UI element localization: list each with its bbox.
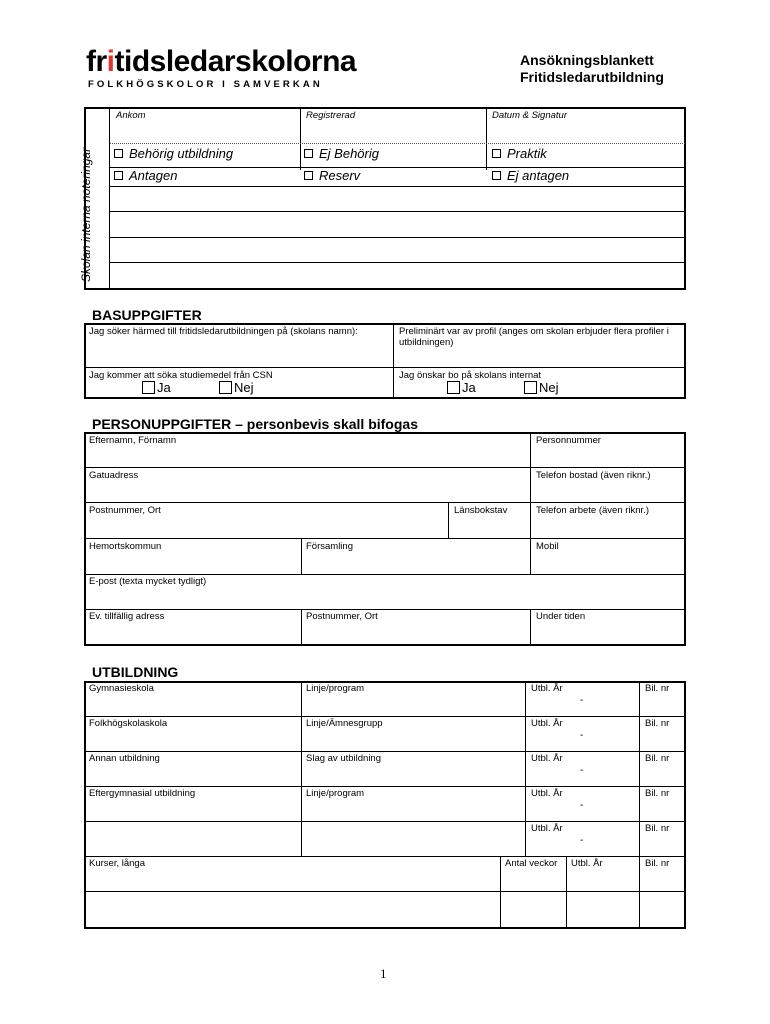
csn-ja-checkbox[interactable] xyxy=(142,380,171,395)
telefon-arbete-field[interactable]: Telefon arbete (även riknr.) xyxy=(536,505,650,516)
bil-nr-field[interactable]: Bil. nr xyxy=(645,858,670,869)
year-separator: - xyxy=(580,695,584,706)
internat-label: Jag önskar bo på skolans internat xyxy=(399,370,542,381)
utbl-ar-field[interactable]: Utbl. År xyxy=(531,753,563,764)
checkbox-icon xyxy=(304,171,313,180)
logo-text-a: fr xyxy=(86,45,107,78)
internal-notes-side-label: Skolan interna noteringar xyxy=(79,147,93,282)
internat-nej-label: Nej xyxy=(539,380,559,395)
utbl-ar-field[interactable]: Utbl. År xyxy=(531,823,563,834)
postnummer-ort-2-field[interactable]: Postnummer, Ort xyxy=(306,611,378,622)
antal-veckor-field[interactable]: Antal veckor xyxy=(505,858,558,869)
behorig-checkbox[interactable] xyxy=(114,146,233,161)
checkbox-icon xyxy=(492,171,501,180)
utbl-ar-field[interactable]: Utbl. År xyxy=(531,718,563,729)
kurser-langa-field[interactable]: Kurser, långa xyxy=(89,858,145,869)
page-number: 1 xyxy=(380,966,387,981)
year-separator: - xyxy=(580,835,584,846)
antagen-label: Antagen xyxy=(129,168,178,183)
personuppgifter-heading: PERSONUPPGIFTER – personbevis skall bifogas xyxy=(92,416,418,432)
tillfallig-adress-field[interactable]: Ev. tillfällig adress xyxy=(89,611,165,622)
document-title xyxy=(520,52,664,86)
reserv-label: Reserv xyxy=(319,168,361,183)
csn-nej-label: Nej xyxy=(234,380,254,395)
eftergymnasial-field[interactable]: Eftergymnasial utbildning xyxy=(89,788,196,799)
behorig-label: Behörig utbildning xyxy=(129,146,234,161)
gymnasieskola-field[interactable]: Gymnasieskola xyxy=(89,683,154,694)
logo-text-i: i xyxy=(106,45,115,78)
linje-amnesgrupp-field[interactable]: Linje/Ämnesgrupp xyxy=(306,718,383,729)
folkhogskola-field[interactable]: Folkhögskolaskola xyxy=(89,718,168,729)
bil-nr-field[interactable]: Bil. nr xyxy=(645,753,670,764)
slag-av-utbildning-field[interactable]: Slag av utbildning xyxy=(306,753,381,764)
bil-nr-field[interactable]: Bil. nr xyxy=(645,683,670,694)
efternamn-field[interactable]: Efternamn, Förnamn xyxy=(89,435,177,446)
internat-ja-checkbox[interactable] xyxy=(447,380,476,395)
utbildning-heading: UTBILDNING xyxy=(92,664,179,680)
annan-utbildning-field[interactable]: Annan utbildning xyxy=(89,753,160,764)
ej-antagen-checkbox[interactable] xyxy=(492,168,569,183)
logo xyxy=(86,44,356,80)
csn-nej-checkbox[interactable] xyxy=(219,380,254,395)
epost-field[interactable]: E-post (texta mycket tydligt) xyxy=(89,576,207,587)
hemortskommun-field[interactable]: Hemortskommun xyxy=(89,541,162,552)
year-separator: - xyxy=(580,765,584,776)
internat-ja-label: Ja xyxy=(462,380,476,395)
personuppgifter-box xyxy=(84,432,686,646)
ej-antagen-label: Ej antagen xyxy=(507,168,570,183)
mobil-field[interactable]: Mobil xyxy=(536,541,559,552)
checkbox-icon xyxy=(114,171,123,180)
checkbox-icon xyxy=(114,149,123,158)
reserv-checkbox[interactable] xyxy=(304,168,360,183)
lansbokstav-field[interactable]: Länsbokstav xyxy=(454,505,508,516)
linje-program-field[interactable]: Linje/program xyxy=(306,683,365,694)
forsamling-field[interactable]: Församling xyxy=(306,541,353,552)
praktik-label: Praktik xyxy=(507,146,547,161)
year-separator: - xyxy=(580,730,584,741)
utbl-ar-field[interactable]: Utbl. År xyxy=(531,683,563,694)
csn-ja-label: Ja xyxy=(157,380,171,395)
logo-subtitle: FOLKHÖGSKOLOR I SAMVERKAN xyxy=(88,79,323,90)
title-line-1: Ansökningsblankett xyxy=(520,52,654,68)
praktik-checkbox[interactable] xyxy=(492,146,547,161)
bil-nr-field[interactable]: Bil. nr xyxy=(645,823,670,834)
gatuadress-field[interactable]: Gatuadress xyxy=(89,470,139,481)
internat-nej-checkbox[interactable] xyxy=(524,380,559,395)
ankom-label: Ankom xyxy=(116,110,146,121)
checkbox-icon xyxy=(492,149,501,158)
title-line-2: Fritidsledarutbildning xyxy=(520,69,664,85)
bil-nr-field[interactable]: Bil. nr xyxy=(645,718,670,729)
bil-nr-field[interactable]: Bil. nr xyxy=(645,788,670,799)
checkbox-icon xyxy=(304,149,313,158)
antagen-checkbox[interactable] xyxy=(114,168,177,183)
year-separator: - xyxy=(580,800,584,811)
linje-program-field[interactable]: Linje/program xyxy=(306,788,365,799)
ej-behorig-checkbox[interactable] xyxy=(304,146,379,161)
logo-text-b: tidsledarskolorna xyxy=(114,45,357,78)
telefon-bostad-field[interactable]: Telefon bostad (även riknr.) xyxy=(536,470,651,481)
csn-label: Jag kommer att söka studiemedel från CSN xyxy=(89,370,273,381)
profil-field[interactable]: Preliminärt var av profil (anges om skolan erbjuder flera profiler i utbildningen) xyxy=(399,326,669,348)
datum-signatur-label: Datum & Signatur xyxy=(492,110,567,121)
personnummer-field[interactable]: Personnummer xyxy=(536,435,601,446)
postnummer-ort-field[interactable]: Postnummer, Ort xyxy=(89,505,161,516)
basuppgifter-heading: BASUPPGIFTER xyxy=(92,307,202,323)
skolans-namn-field[interactable]: Jag söker härmed till fritidsledarutbildningen på (skolans namn): xyxy=(89,326,358,337)
ej-behorig-label: Ej Behörig xyxy=(319,146,379,161)
utbl-ar-field[interactable]: Utbl. År xyxy=(531,788,563,799)
under-tiden-field[interactable]: Under tiden xyxy=(536,611,586,622)
utbl-ar-field[interactable]: Utbl. År xyxy=(571,858,603,869)
registrerad-label: Registrerad xyxy=(306,110,356,121)
